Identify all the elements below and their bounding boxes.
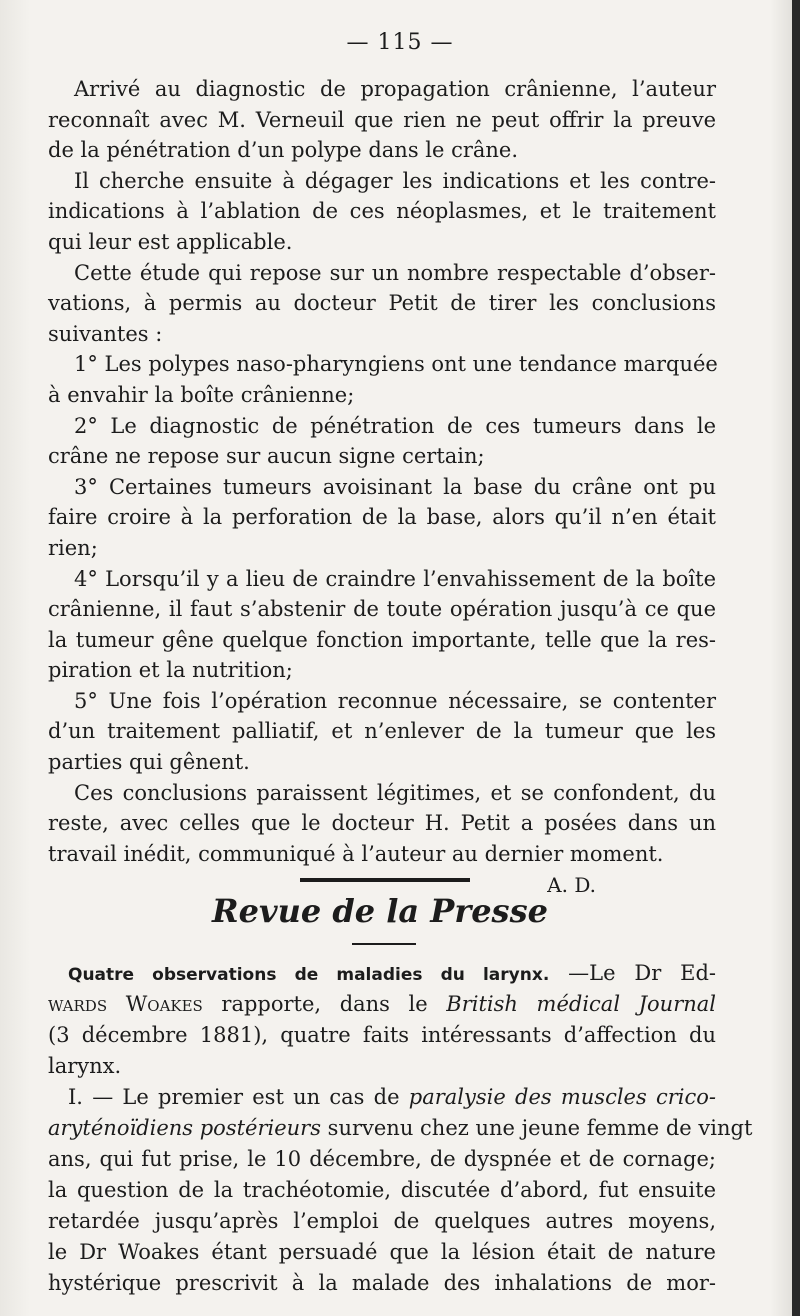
conclusion-line: rien;: [48, 535, 98, 560]
review-text: —Le Dr Ed-: [549, 961, 716, 985]
review-text: rapporte, dans le: [202, 992, 447, 1016]
conclusion-line: crânienne, il faut s’abstenir de toute opération jusqu’à ce que: [48, 597, 716, 622]
section-divider-top: [300, 878, 470, 882]
conclusion-line: 1° Les polypes naso-pharyngiens ont une tendance marquée: [74, 352, 718, 377]
page-number: — 115 —: [346, 30, 454, 55]
review-line: la question de la trachéotomie, discutée d’abord, fut ensuite: [48, 1178, 716, 1202]
text-line: Cette étude qui repose sur un nombre respectable d’obser-: [74, 260, 716, 285]
review-text: I. — Le premier est un cas de: [68, 1085, 409, 1109]
conclusion-line: à envahir la boîte crânienne;: [48, 382, 355, 407]
review-italic: paralysie des muscles crico-: [408, 1085, 716, 1109]
text-line: de la pénétration d’un polype dans le crâne.: [48, 138, 519, 163]
conclusion-line: parties qui gênent.: [48, 750, 250, 775]
author-signature: A. D.: [547, 873, 596, 898]
article-body: [48, 74, 716, 901]
review-line: [48, 1082, 716, 1113]
section-divider-bottom: [352, 943, 416, 945]
conclusion-line: piration et la nutrition;: [48, 658, 293, 683]
conclusion-line: 2° Le diagnostic de pénétration de ces tumeurs dans le: [74, 413, 716, 438]
review-line: [48, 1113, 753, 1144]
conclusion-line: d’un traitement palliatif, et n’enlever de la tumeur que les: [48, 719, 716, 744]
text-line: indications à l’ablation de ces néoplasmes, et le traitement: [48, 199, 716, 224]
journal-name: British médical Journal: [446, 992, 717, 1016]
review-line: le Dr Woakes étant persuadé que la lésion était de nature: [48, 1240, 716, 1264]
author-name: wards Woakes: [48, 992, 203, 1016]
conclusion-line: faire croire à la perforation de la base, alors qu’il n’en était: [48, 505, 716, 530]
review-line: hystérique prescrivit à la malade des inhalations de mor-: [48, 1271, 716, 1295]
conclusion-line: 3° Certaines tumeurs avoisinant la base du crâne ont pu: [74, 474, 716, 499]
conclusion-line: 5° Une fois l’opération reconnue nécessaire, se contenter: [74, 688, 716, 713]
press-review: [48, 958, 753, 1299]
conclusion-line: la tumeur gêne quelque fonction importante, telle que la res-: [48, 627, 716, 652]
review-line: (3 décembre 1881), quatre faits intéressants d’affection du: [48, 1023, 716, 1047]
page-edge-shadow: [792, 0, 800, 1316]
text-line: qui leur est applicable.: [48, 229, 293, 254]
section-title: Revue de la Presse: [212, 892, 548, 930]
text-line: vations, à permis au docteur Petit de tirer les conclusions: [48, 291, 716, 316]
text-line: suivantes :: [48, 321, 163, 346]
review-text: survenu chez une jeune femme de vingt: [321, 1116, 753, 1140]
review-line: [48, 989, 716, 1020]
text-line: travail inédit, communiqué à l’auteur au dernier moment.: [48, 841, 664, 866]
review-line: retardée jusqu’après l’emploi de quelques autres moyens,: [48, 1209, 716, 1233]
text-line: Arrivé au diagnostic de propagation crânienne, l’auteur: [74, 77, 716, 101]
review-line: larynx.: [48, 1054, 122, 1078]
text-line: Ces conclusions paraissent légitimes, et se confondent, du: [74, 780, 716, 805]
conclusion-line: crâne ne repose sur aucun signe certain;: [48, 444, 485, 469]
text-line: reconnaît avec M. Verneuil que rien ne peut offrir la preuve: [48, 107, 716, 132]
text-line: reste, avec celles que le docteur H. Petit a posées dans un: [48, 811, 716, 836]
review-line: ans, qui fut prise, le 10 décembre, de dyspnée et de cornage;: [48, 1147, 716, 1171]
conclusion-line: 4° Lorsqu’il y a lieu de craindre l’envahissement de la boîte: [74, 566, 716, 591]
text-line: Il cherche ensuite à dégager les indications et les contre-: [74, 168, 716, 193]
review-line: [48, 958, 716, 989]
review-heading: Quatre observations de maladies du larynx.: [68, 965, 550, 985]
review-italic: aryténoïdiens postérieurs: [48, 1116, 321, 1140]
